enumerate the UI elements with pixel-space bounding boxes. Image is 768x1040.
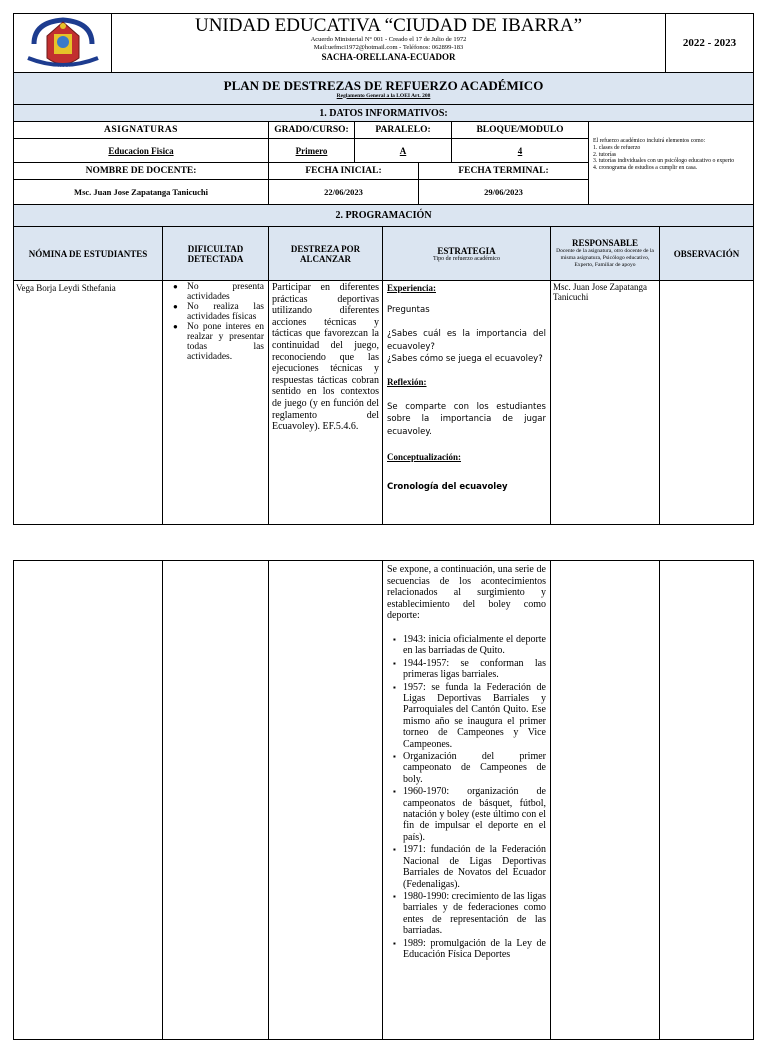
timeline-item: ▪ 1989: promulgación de la Ley de Educación Física Deportes	[403, 938, 546, 961]
reflexion-text: Se comparte con los estudiantes sobre la importancia de jugar ecuavoley.	[387, 401, 546, 437]
value-paralelo: A	[354, 138, 452, 163]
timeline-item: ▪ 1957: se funda la Federación de Ligas Deportivas Barriales y Parroquiales del Cantón Quito. Ese mismo año se inaugura el primer torneo de Campeones y Vice Campeones.	[403, 682, 546, 750]
value-grado: Primero	[268, 138, 355, 163]
label-paralelo: PARALELO:	[354, 121, 452, 139]
value-docente: Msc. Juan Jose Zapatanga Tanicuchi	[13, 179, 269, 205]
difficulty-item: ● No presenta actividades	[187, 282, 264, 302]
p2-dificultad-cell	[162, 560, 269, 1040]
logo-caption: LA LUZ DE MIS ACCIONES	[37, 65, 89, 70]
institution-location: SACHA-ORELLANA-ECUADOR	[321, 52, 456, 62]
label-fecha-inicial: FECHA INICIAL:	[268, 162, 419, 180]
note-line: 2. tutorías	[593, 151, 617, 158]
logo-cell	[13, 13, 112, 73]
timeline-item: ▪ 1944-1957: se conforman las primeras ligas barriales.	[403, 658, 546, 681]
reflexion-label: Reflexión:	[387, 376, 427, 387]
student-cell	[13, 280, 163, 525]
school-logo-icon	[14, 14, 113, 72]
label-fecha-terminal: FECHA TERMINAL:	[418, 162, 589, 180]
cronologia-intro: Se expone, a continuación, una serie de secuencias de los acontecimientos relacionados al surgimiento y establecimiento del boley como deporte:	[387, 564, 546, 622]
note-line: El refuerzo académico incluirá elementos como:	[593, 138, 706, 144]
difficulty-cell	[162, 280, 269, 525]
timeline-item: ▪ 1980-1990: crecimiento de las ligas barriales y de federaciones como entes de representación de las barriadas.	[403, 891, 546, 937]
responsable-cell	[550, 280, 660, 525]
timeline-item: ▪ 1960-1970: organización de campeonatos de básquet, fútbol, natación y boley (este último con el fin de impulsar el deporte en el país).	[403, 786, 546, 843]
timeline-item: ▪ 1943: inicia oficialmente el deporte en las barriadas de Quito.	[403, 634, 546, 657]
experiencia-label: Experiencia:	[387, 283, 436, 293]
value-bloque: 4	[451, 138, 589, 163]
section2-title: 2. PROGRAMACIÓN	[13, 204, 754, 227]
question-1: ¿Sabes cuál es la importancia del ecuavoley?	[387, 329, 546, 352]
institution-title: UNIDAD EDUCATIVA “CIUDAD DE IBARRA”	[194, 15, 582, 36]
col-observacion: OBSERVACIÓN	[659, 226, 754, 281]
p2-observacion-cell	[659, 560, 754, 1040]
question-2: ¿Sabes cómo se juega el ecuavoley?	[387, 354, 543, 364]
refuerzo-note	[588, 121, 754, 205]
label-bloque: BLOQUE/MODULO	[451, 121, 589, 139]
col-responsable-title: RESPONSABLE	[571, 238, 639, 249]
institution-header	[111, 13, 666, 73]
difficulty-item: ● No pone interes en realzar y presentar todas las actividades.	[187, 322, 264, 362]
observacion-cell	[659, 280, 754, 525]
institution-contact: Mail:uefmci1972@hotmail.com - Teléfonos: 062899-183	[313, 44, 464, 51]
student-name: Vega Borja Leydi Sthefania	[16, 283, 116, 293]
institution-agreement: Acuerdo Ministerial N° 001 - Creado el 17 de Julio de 1972	[310, 36, 467, 43]
col-responsable	[550, 226, 660, 281]
value-asignatura: Educacion Fisica	[13, 138, 269, 163]
value-fecha-inicial: 22/06/2023	[268, 179, 419, 205]
p2-nomina-cell	[13, 560, 163, 1040]
school-year: 2022 - 2023	[665, 13, 754, 73]
estrategia-cell	[382, 280, 551, 525]
p2-responsable-cell	[550, 560, 660, 1040]
section1-title: 1. DATOS INFORMATIVOS:	[13, 104, 754, 122]
conceptualizacion-label: Conceptualización:	[387, 452, 461, 462]
difficulty-item: ● No realiza las actividades físicas	[187, 302, 264, 322]
col-destreza: DESTREZA POR ALCANZAR	[268, 226, 383, 281]
label-docente: NOMBRE DE DOCENTE:	[13, 162, 269, 180]
preguntas-label: Preguntas	[387, 305, 430, 315]
destreza-cell	[268, 280, 383, 525]
col-dificultad: DIFICULTAD DETECTADA	[162, 226, 269, 281]
col-estrategia-title: ESTRATEGIA	[437, 245, 496, 256]
timeline-item: ▪ 1971: fundación de la Federación Nacional de Ligas Deportivas Barriales de Novatos del Ecuador (Fedenaligas).	[403, 844, 546, 890]
plan-title-cell	[13, 72, 754, 105]
note-line: 4. cronograma de estudios a cumplir en casa.	[593, 165, 698, 172]
col-responsable-sub: Docente de la asignatura, otro docente de la misma asignatura, Psicólogo educativo, Experto, Familiar de apoyo	[556, 248, 654, 268]
col-estrategia-sub: Tipo de refuerzo académico	[433, 255, 500, 262]
col-estrategia	[382, 226, 551, 281]
note-line: 1. clases de refuerzo	[593, 144, 641, 151]
value-fecha-terminal: 29/06/2023	[418, 179, 589, 205]
plan-title: PLAN DE DESTREZAS DE REFUERZO ACADÉMICO	[223, 77, 544, 93]
cronologia-title: Cronología del ecuavoley	[387, 482, 508, 492]
label-asignaturas: ASIGNATURAS	[13, 121, 269, 139]
p2-destreza-cell	[268, 560, 383, 1040]
responsable-name: Msc. Juan Jose Zapatanga Tanicuchi	[553, 282, 647, 302]
timeline-item: ▪ Organización del primer campeonato de Campeones de boly.	[403, 751, 546, 785]
plan-subtitle: Reglamento General a la LOEI Art. 208	[336, 92, 431, 99]
destreza-text: Participar en diferentes prácticas deportivas utilizando diferentes acciones técnicas y tácticas que favorezcan la continuidad del juego, reconociendo que las ejecuciones técnicas y respuestas tácticas cobran sentido en los contextos de juego (y en función del reglamento del Ecuavoley). EF.5.4.6.	[272, 282, 379, 433]
p2-estrategia-cell	[382, 560, 551, 1040]
col-nomina: NÓMINA DE ESTUDIANTES	[13, 226, 163, 281]
label-grado: GRADO/CURSO:	[268, 121, 355, 139]
note-line: 3. tutorías individuales con un psicólogo educativo o experto	[593, 158, 735, 165]
